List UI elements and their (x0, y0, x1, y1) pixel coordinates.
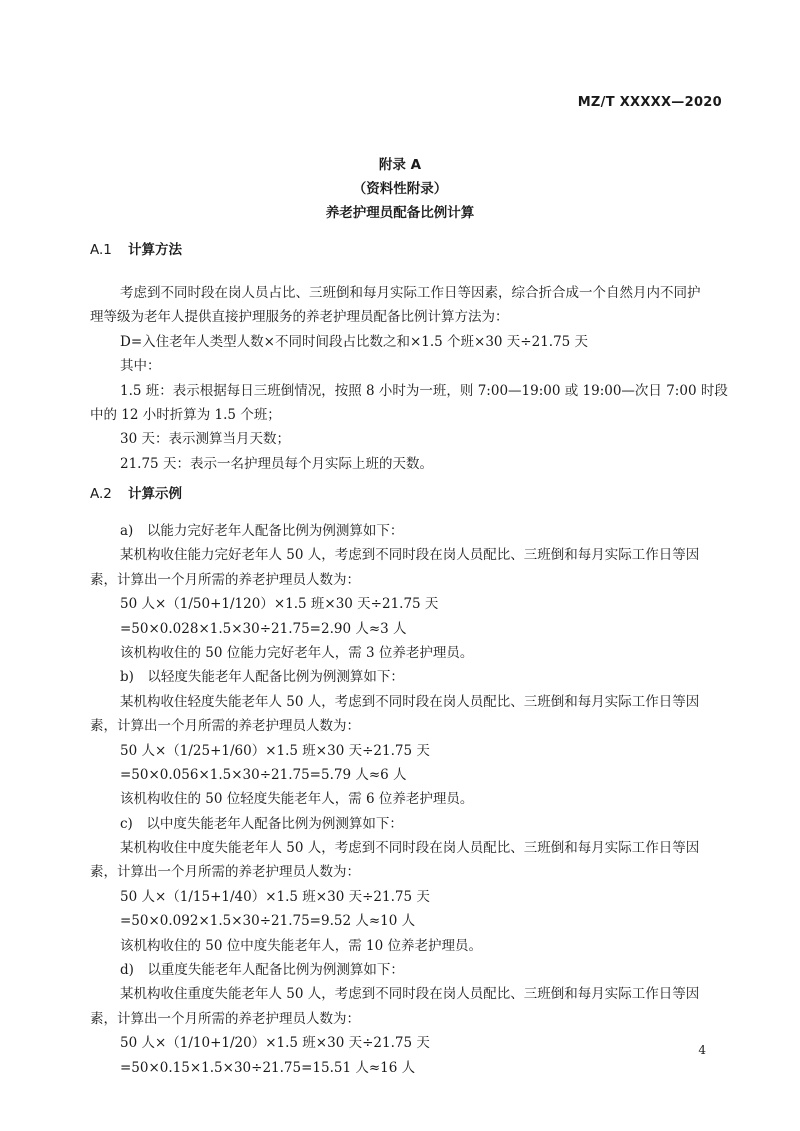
page-number: 4 (698, 1043, 706, 1057)
text-line: 该机构收住的 50 位轻度失能老年人，需 6 位养老护理员。 (120, 791, 474, 808)
appendix-type: （资料性附录） (352, 181, 448, 197)
text-line: 考虑到不同时段在岗人员占比、三班倒和每月实际工作日等因素，综合折合成一个自然月内不同护 (120, 285, 701, 301)
text-line: 50 人×（1/10+1/20）×1.5 班×30 天÷21.75 天 (120, 1035, 430, 1052)
text-line: b) 以轻度失能老年人配备比例为例测算如下： (120, 669, 404, 686)
section-heading-a1 (90, 238, 182, 258)
text-line: =50×0.092×1.5×30÷21.75=9.52 人≈10 人 (120, 913, 416, 930)
text-line: 该机构收住的 50 位能力完好老年人，需 3 位养老护理员。 (120, 644, 474, 661)
text-line: 某机构收住能力完好老年人 50 人，考虑到不同时段在岗人员配比、三班倒和每月实际工作日等因 (120, 547, 700, 564)
text-line: d) 以重度失能老年人配备比例为例测算如下： (120, 962, 404, 979)
text-line: a) 以能力完好老年人配备比例为例测算如下： (120, 523, 404, 539)
text-line: 其中： (120, 358, 161, 375)
section-heading-a2 (90, 482, 182, 502)
text-line: =50×0.15×1.5×30÷21.75=15.51 人≈16 人 (120, 1059, 416, 1076)
text-line: 50 人×（1/25+1/60）×1.5 班×30 天÷21.75 天 (120, 742, 430, 759)
section-title: 计算方法 (128, 242, 182, 258)
text-line: =50×0.056×1.5×30÷21.75=5.79 人≈6 人 (120, 766, 407, 783)
section-body-a1 (90, 281, 728, 476)
text-line: 中的 12 小时折算为 1.5 个班； (90, 406, 281, 423)
text-line: 素，计算出一个月所需的养老护理员人数为： (90, 1010, 360, 1027)
standard-code: MZ/T XXXXX—2020 (577, 95, 722, 110)
text-line: 50 人×（1/50+1/120）×1.5 班×30 天÷21.75 天 (120, 596, 439, 613)
text-line: 21.75 天：表示一名护理员每个月实际上班的天数。 (120, 455, 433, 472)
text-line: 素，计算出一个月所需的养老护理员人数为： (90, 718, 360, 735)
text-line: 某机构收住中度失能老年人 50 人，考虑到不同时段在岗人员配比、三班倒和每月实际工作日等因 (120, 840, 700, 857)
section-number: A.2 (90, 486, 112, 502)
text-line: D=入住老年人类型人数×不同时间段占比数之和×1.5 个班×30 天÷21.75 天 (120, 333, 589, 350)
text-line: =50×0.028×1.5×30÷21.75=2.90 人≈3 人 (120, 620, 407, 637)
text-line: 素，计算出一个月所需的养老护理员人数为： (90, 864, 360, 881)
text-line: 素，计算出一个月所需的养老护理员人数为： (90, 571, 360, 588)
section-number: A.1 (90, 242, 112, 258)
text-line: 50 人×（1/15+1/40）×1.5 班×30 天÷21.75 天 (120, 888, 430, 905)
text-line: 某机构收住轻度失能老年人 50 人，考虑到不同时段在岗人员配比、三班倒和每月实际工作日等因 (120, 693, 700, 710)
section-title: 计算示例 (128, 486, 182, 502)
text-line: 理等级为老年人提供直接护理服务的养老护理员配备比例计算方法为： (90, 309, 509, 326)
text-line: c) 以中度失能老年人配备比例为例测算如下： (120, 815, 403, 832)
text-line: 某机构收住重度失能老年人 50 人，考虑到不同时段在岗人员配比、三班倒和每月实际工作日等因 (120, 986, 700, 1003)
appendix-title: 附录 A (378, 157, 422, 173)
text-line: 该机构收住的 50 位中度失能老年人，需 10 位养老护理员。 (120, 937, 483, 954)
appendix-name: 养老护理员配备比例计算 (325, 205, 475, 221)
section-body-a2 (90, 519, 720, 1080)
text-line: 30 天：表示测算当月天数； (120, 431, 290, 448)
text-line: 1.5 班：表示根据每日三班倒情况，按照 8 小时为一班，则 7:00—19:00 或 19:00—次日 7:00 时段 (120, 382, 728, 399)
